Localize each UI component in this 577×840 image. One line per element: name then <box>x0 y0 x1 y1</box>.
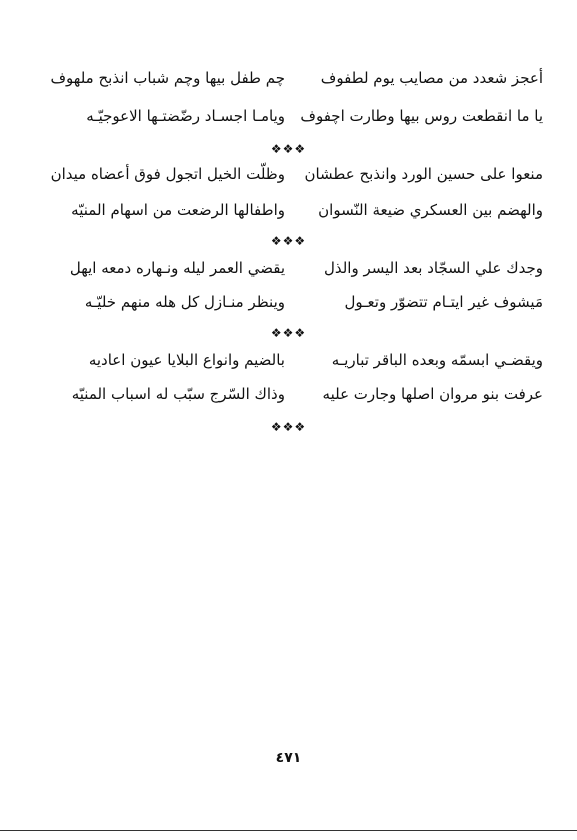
stanza-separator: ❖❖❖ <box>270 234 307 248</box>
verse-first-hemistich: مَيشوف غير ايتـام تتضوّر وتعـول <box>344 293 543 311</box>
verse-second-hemistich: ويامـا اجسـاد رضّضتـها الاعوجيّـه <box>86 107 285 125</box>
verse-second-hemistich: وذاك السّرج سبّب له اسباب المنيّه <box>71 385 285 403</box>
bottom-rule <box>0 830 577 831</box>
verse-first-hemistich: يا ما انقطعت روس بيها وطارت اچفوف <box>300 107 543 125</box>
verse-first-hemistich: منعوا على حسين الورد وانذبح عطشان <box>304 165 543 183</box>
verse-first-hemistich: وجدك علي السجّاد بعد اليسر والذل <box>323 259 543 277</box>
verse-second-hemistich: بالضيم وانواع البلايا عيون اعاديه <box>88 351 285 369</box>
verse-first-hemistich: أعجز شعدد من مصايب يوم لطفوف <box>320 69 543 87</box>
verse-second-hemistich: يقضي العمر ليله ونـهاره دمعه ايهل <box>69 259 285 277</box>
verse-second-hemistich: واطفالها الرضعت من اسهام المنيّه <box>71 201 285 219</box>
verse-second-hemistich: وينظر منـازل كل هله منهم خليّـه <box>84 293 285 311</box>
verse-second-hemistich: چم طفل بيها وچم شباب انذبح ملهوف <box>50 69 285 87</box>
stanza-separator: ❖❖❖ <box>270 142 307 156</box>
verse-first-hemistich: والهضم بين العسكري ضيعة النّسوان <box>318 201 543 219</box>
page-number: ٤٧١ <box>275 750 302 766</box>
verse-second-hemistich: وظلّت الخيل اتجول فوق أعضاه ميدان <box>50 165 285 183</box>
stanza-separator: ❖❖❖ <box>270 326 307 340</box>
verse-first-hemistich: عرفت بنو مروان اصلها وجارت عليه <box>322 385 543 403</box>
stanza-separator: ❖❖❖ <box>270 420 307 434</box>
verse-first-hemistich: ويقضـي ابسمّه وبعده الباقر تباريـه <box>331 351 543 369</box>
